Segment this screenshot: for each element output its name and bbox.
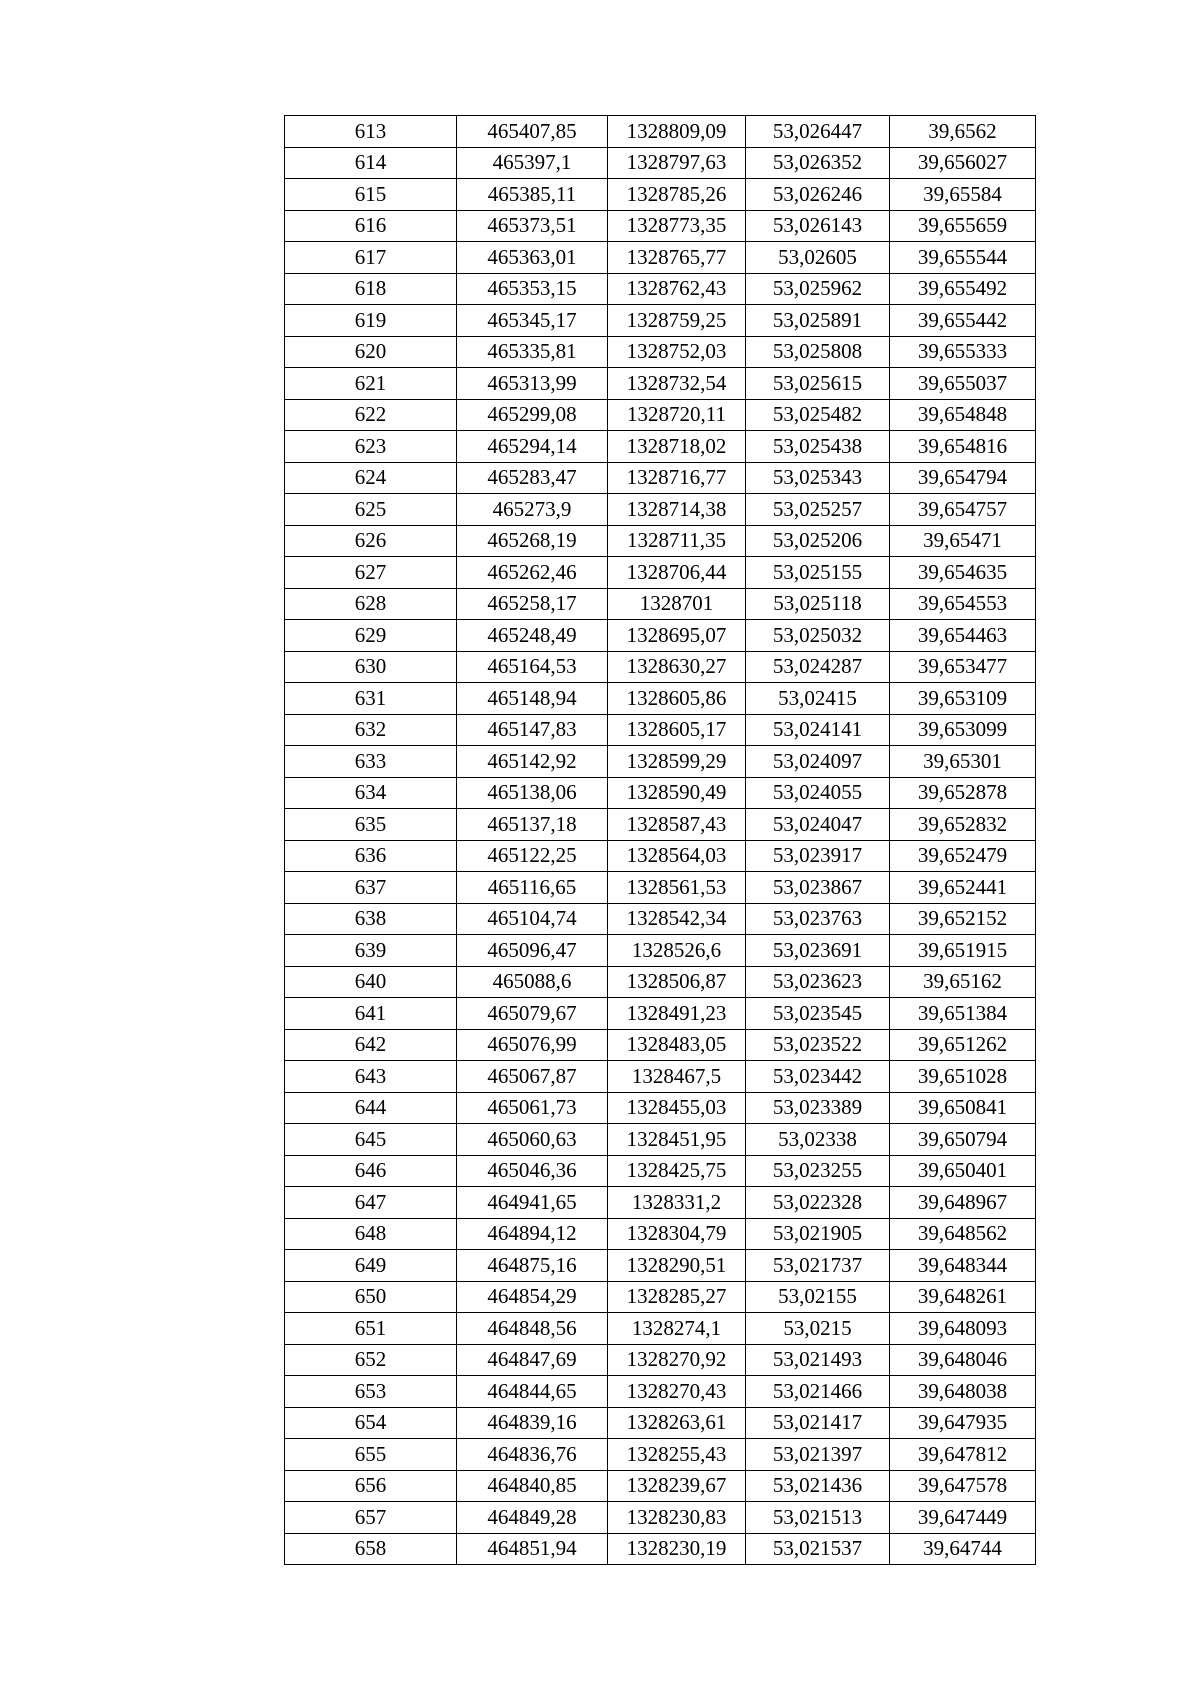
x-coordinate-cell: 465385,11 [457,179,608,211]
table-row [285,494,1036,526]
table-row [285,1281,1036,1313]
table-row [285,746,1036,778]
table-row [285,777,1036,809]
x-coordinate-cell: 464849,28 [457,1502,608,1534]
x-coordinate-cell: 465164,53 [457,651,608,683]
latitude-cell: 53,025155 [746,557,890,589]
table-row [285,242,1036,274]
table-row [285,840,1036,872]
longitude-cell: 39,654794 [890,462,1036,494]
y-coordinate-cell: 1328630,27 [608,651,746,683]
longitude-cell: 39,655037 [890,368,1036,400]
point-number-cell: 644 [285,1092,457,1124]
point-number-cell: 640 [285,966,457,998]
y-coordinate-cell: 1328483,05 [608,1029,746,1061]
point-number-cell: 656 [285,1470,457,1502]
table-row [285,1313,1036,1345]
latitude-cell: 53,021737 [746,1250,890,1282]
table-row [285,651,1036,683]
point-number-cell: 653 [285,1376,457,1408]
table-row [285,525,1036,557]
latitude-cell: 53,023691 [746,935,890,967]
point-number-cell: 638 [285,903,457,935]
latitude-cell: 53,025808 [746,336,890,368]
coordinates-table-body [285,116,1036,1565]
point-number-cell: 614 [285,147,457,179]
latitude-cell: 53,02605 [746,242,890,274]
y-coordinate-cell: 1328587,43 [608,809,746,841]
point-number-cell: 613 [285,116,457,148]
point-number-cell: 630 [285,651,457,683]
x-coordinate-cell: 464851,94 [457,1533,608,1565]
longitude-cell: 39,647935 [890,1407,1036,1439]
table-row [285,1187,1036,1219]
table-row [285,1092,1036,1124]
longitude-cell: 39,655333 [890,336,1036,368]
table-row [285,431,1036,463]
x-coordinate-cell: 465335,81 [457,336,608,368]
longitude-cell: 39,64744 [890,1533,1036,1565]
y-coordinate-cell: 1328714,38 [608,494,746,526]
latitude-cell: 53,021397 [746,1439,890,1471]
table-row [285,462,1036,494]
y-coordinate-cell: 1328564,03 [608,840,746,872]
x-coordinate-cell: 465268,19 [457,525,608,557]
table-row [285,1155,1036,1187]
x-coordinate-cell: 465262,46 [457,557,608,589]
table-row [285,1218,1036,1250]
y-coordinate-cell: 1328239,67 [608,1470,746,1502]
x-coordinate-cell: 465088,6 [457,966,608,998]
longitude-cell: 39,653477 [890,651,1036,683]
latitude-cell: 53,023522 [746,1029,890,1061]
y-coordinate-cell: 1328706,44 [608,557,746,589]
point-number-cell: 623 [285,431,457,463]
latitude-cell: 53,023917 [746,840,890,872]
y-coordinate-cell: 1328230,83 [608,1502,746,1534]
point-number-cell: 621 [285,368,457,400]
point-number-cell: 647 [285,1187,457,1219]
x-coordinate-cell: 465116,65 [457,872,608,904]
latitude-cell: 53,021417 [746,1407,890,1439]
point-number-cell: 654 [285,1407,457,1439]
x-coordinate-cell: 464854,29 [457,1281,608,1313]
table-row [285,1470,1036,1502]
latitude-cell: 53,023255 [746,1155,890,1187]
latitude-cell: 53,025118 [746,588,890,620]
y-coordinate-cell: 1328561,53 [608,872,746,904]
x-coordinate-cell: 465137,18 [457,809,608,841]
table-row [285,1376,1036,1408]
point-number-cell: 635 [285,809,457,841]
x-coordinate-cell: 465096,47 [457,935,608,967]
y-coordinate-cell: 1328304,79 [608,1218,746,1250]
longitude-cell: 39,653099 [890,714,1036,746]
latitude-cell: 53,02415 [746,683,890,715]
table-row [285,998,1036,1030]
table-row [285,683,1036,715]
point-number-cell: 616 [285,210,457,242]
longitude-cell: 39,654757 [890,494,1036,526]
longitude-cell: 39,650794 [890,1124,1036,1156]
table-row [285,1344,1036,1376]
x-coordinate-cell: 465067,87 [457,1061,608,1093]
point-number-cell: 633 [285,746,457,778]
y-coordinate-cell: 1328290,51 [608,1250,746,1282]
point-number-cell: 631 [285,683,457,715]
table-row [285,1250,1036,1282]
longitude-cell: 39,652479 [890,840,1036,872]
latitude-cell: 53,0215 [746,1313,890,1345]
latitude-cell: 53,024055 [746,777,890,809]
table-row [285,336,1036,368]
longitude-cell: 39,654848 [890,399,1036,431]
x-coordinate-cell: 465079,67 [457,998,608,1030]
y-coordinate-cell: 1328797,63 [608,147,746,179]
x-coordinate-cell: 465273,9 [457,494,608,526]
longitude-cell: 39,648562 [890,1218,1036,1250]
y-coordinate-cell: 1328230,19 [608,1533,746,1565]
latitude-cell: 53,023623 [746,966,890,998]
latitude-cell: 53,021493 [746,1344,890,1376]
latitude-cell: 53,025343 [746,462,890,494]
y-coordinate-cell: 1328270,43 [608,1376,746,1408]
table-row [285,273,1036,305]
x-coordinate-cell: 464941,65 [457,1187,608,1219]
longitude-cell: 39,648967 [890,1187,1036,1219]
latitude-cell: 53,02338 [746,1124,890,1156]
latitude-cell: 53,025438 [746,431,890,463]
table-row [285,1533,1036,1565]
y-coordinate-cell: 1328270,92 [608,1344,746,1376]
longitude-cell: 39,651915 [890,935,1036,967]
longitude-cell: 39,648344 [890,1250,1036,1282]
longitude-cell: 39,654816 [890,431,1036,463]
longitude-cell: 39,648038 [890,1376,1036,1408]
table-row [285,1439,1036,1471]
point-number-cell: 651 [285,1313,457,1345]
longitude-cell: 39,6562 [890,116,1036,148]
longitude-cell: 39,648261 [890,1281,1036,1313]
point-number-cell: 627 [285,557,457,589]
latitude-cell: 53,021537 [746,1533,890,1565]
table-row [285,872,1036,904]
latitude-cell: 53,021513 [746,1502,890,1534]
x-coordinate-cell: 464847,69 [457,1344,608,1376]
point-number-cell: 658 [285,1533,457,1565]
y-coordinate-cell: 1328695,07 [608,620,746,652]
longitude-cell: 39,651384 [890,998,1036,1030]
table-row [285,368,1036,400]
longitude-cell: 39,648046 [890,1344,1036,1376]
point-number-cell: 625 [285,494,457,526]
longitude-cell: 39,647812 [890,1439,1036,1471]
y-coordinate-cell: 1328711,35 [608,525,746,557]
y-coordinate-cell: 1328720,11 [608,399,746,431]
point-number-cell: 620 [285,336,457,368]
latitude-cell: 53,02155 [746,1281,890,1313]
longitude-cell: 39,647449 [890,1502,1036,1534]
x-coordinate-cell: 465258,17 [457,588,608,620]
latitude-cell: 53,026352 [746,147,890,179]
point-number-cell: 636 [285,840,457,872]
point-number-cell: 626 [285,525,457,557]
x-coordinate-cell: 465353,15 [457,273,608,305]
point-number-cell: 641 [285,998,457,1030]
point-number-cell: 628 [285,588,457,620]
point-number-cell: 632 [285,714,457,746]
point-number-cell: 624 [285,462,457,494]
y-coordinate-cell: 1328809,09 [608,116,746,148]
point-number-cell: 645 [285,1124,457,1156]
table-row [285,903,1036,935]
y-coordinate-cell: 1328331,2 [608,1187,746,1219]
x-coordinate-cell: 464836,76 [457,1439,608,1471]
x-coordinate-cell: 465248,49 [457,620,608,652]
longitude-cell: 39,655492 [890,273,1036,305]
latitude-cell: 53,023867 [746,872,890,904]
y-coordinate-cell: 1328491,23 [608,998,746,1030]
table-row [285,305,1036,337]
y-coordinate-cell: 1328752,03 [608,336,746,368]
table-row [285,809,1036,841]
x-coordinate-cell: 464840,85 [457,1470,608,1502]
table-row [285,116,1036,148]
point-number-cell: 643 [285,1061,457,1093]
point-number-cell: 646 [285,1155,457,1187]
point-number-cell: 639 [285,935,457,967]
x-coordinate-cell: 465363,01 [457,242,608,274]
y-coordinate-cell: 1328255,43 [608,1439,746,1471]
table-row [285,210,1036,242]
table-row [285,147,1036,179]
longitude-cell: 39,647578 [890,1470,1036,1502]
latitude-cell: 53,023389 [746,1092,890,1124]
x-coordinate-cell: 465148,94 [457,683,608,715]
point-number-cell: 642 [285,1029,457,1061]
longitude-cell: 39,652878 [890,777,1036,809]
x-coordinate-cell: 465294,14 [457,431,608,463]
longitude-cell: 39,654635 [890,557,1036,589]
table-row [285,1029,1036,1061]
latitude-cell: 53,025032 [746,620,890,652]
point-number-cell: 629 [285,620,457,652]
point-number-cell: 650 [285,1281,457,1313]
y-coordinate-cell: 1328451,95 [608,1124,746,1156]
latitude-cell: 53,023763 [746,903,890,935]
point-number-cell: 618 [285,273,457,305]
x-coordinate-cell: 464875,16 [457,1250,608,1282]
longitude-cell: 39,652441 [890,872,1036,904]
latitude-cell: 53,023545 [746,998,890,1030]
latitude-cell: 53,021436 [746,1470,890,1502]
y-coordinate-cell: 1328605,86 [608,683,746,715]
table-row [285,714,1036,746]
latitude-cell: 53,025891 [746,305,890,337]
point-number-cell: 619 [285,305,457,337]
y-coordinate-cell: 1328785,26 [608,179,746,211]
latitude-cell: 53,024097 [746,746,890,778]
table-row [285,588,1036,620]
y-coordinate-cell: 1328773,35 [608,210,746,242]
longitude-cell: 39,65584 [890,179,1036,211]
x-coordinate-cell: 465147,83 [457,714,608,746]
table-row [285,1124,1036,1156]
x-coordinate-cell: 465313,99 [457,368,608,400]
x-coordinate-cell: 465076,99 [457,1029,608,1061]
point-number-cell: 649 [285,1250,457,1282]
longitude-cell: 39,655442 [890,305,1036,337]
longitude-cell: 39,654463 [890,620,1036,652]
latitude-cell: 53,023442 [746,1061,890,1093]
point-number-cell: 652 [285,1344,457,1376]
longitude-cell: 39,651028 [890,1061,1036,1093]
longitude-cell: 39,65162 [890,966,1036,998]
x-coordinate-cell: 464848,56 [457,1313,608,1345]
point-number-cell: 648 [285,1218,457,1250]
latitude-cell: 53,022328 [746,1187,890,1219]
x-coordinate-cell: 465104,74 [457,903,608,935]
table-row [285,399,1036,431]
y-coordinate-cell: 1328701 [608,588,746,620]
latitude-cell: 53,025615 [746,368,890,400]
latitude-cell: 53,025206 [746,525,890,557]
longitude-cell: 39,648093 [890,1313,1036,1345]
y-coordinate-cell: 1328590,49 [608,777,746,809]
longitude-cell: 39,652832 [890,809,1036,841]
x-coordinate-cell: 465060,63 [457,1124,608,1156]
longitude-cell: 39,654553 [890,588,1036,620]
point-number-cell: 615 [285,179,457,211]
table-row [285,1407,1036,1439]
latitude-cell: 53,026143 [746,210,890,242]
x-coordinate-cell: 465061,73 [457,1092,608,1124]
longitude-cell: 39,65471 [890,525,1036,557]
x-coordinate-cell: 465283,47 [457,462,608,494]
x-coordinate-cell: 464839,16 [457,1407,608,1439]
y-coordinate-cell: 1328542,34 [608,903,746,935]
x-coordinate-cell: 465299,08 [457,399,608,431]
y-coordinate-cell: 1328526,6 [608,935,746,967]
x-coordinate-cell: 465142,92 [457,746,608,778]
table-row [285,935,1036,967]
table-row [285,1061,1036,1093]
longitude-cell: 39,651262 [890,1029,1036,1061]
y-coordinate-cell: 1328718,02 [608,431,746,463]
table-row [285,179,1036,211]
x-coordinate-cell: 465046,36 [457,1155,608,1187]
y-coordinate-cell: 1328425,75 [608,1155,746,1187]
point-number-cell: 657 [285,1502,457,1534]
latitude-cell: 53,025962 [746,273,890,305]
latitude-cell: 53,024047 [746,809,890,841]
x-coordinate-cell: 465345,17 [457,305,608,337]
latitude-cell: 53,024141 [746,714,890,746]
point-number-cell: 634 [285,777,457,809]
x-coordinate-cell: 465407,85 [457,116,608,148]
y-coordinate-cell: 1328455,03 [608,1092,746,1124]
longitude-cell: 39,65301 [890,746,1036,778]
point-number-cell: 617 [285,242,457,274]
point-number-cell: 655 [285,1439,457,1471]
latitude-cell: 53,025257 [746,494,890,526]
y-coordinate-cell: 1328732,54 [608,368,746,400]
y-coordinate-cell: 1328599,29 [608,746,746,778]
y-coordinate-cell: 1328263,61 [608,1407,746,1439]
y-coordinate-cell: 1328762,43 [608,273,746,305]
latitude-cell: 53,026246 [746,179,890,211]
table-row [285,620,1036,652]
table-row [285,1502,1036,1534]
y-coordinate-cell: 1328274,1 [608,1313,746,1345]
coordinates-table [284,115,1036,1565]
latitude-cell: 53,025482 [746,399,890,431]
y-coordinate-cell: 1328759,25 [608,305,746,337]
table-row [285,557,1036,589]
y-coordinate-cell: 1328506,87 [608,966,746,998]
x-coordinate-cell: 464894,12 [457,1218,608,1250]
latitude-cell: 53,026447 [746,116,890,148]
x-coordinate-cell: 465373,51 [457,210,608,242]
point-number-cell: 637 [285,872,457,904]
x-coordinate-cell: 464844,65 [457,1376,608,1408]
point-number-cell: 622 [285,399,457,431]
latitude-cell: 53,024287 [746,651,890,683]
longitude-cell: 39,650841 [890,1092,1036,1124]
longitude-cell: 39,655659 [890,210,1036,242]
table-row [285,966,1036,998]
y-coordinate-cell: 1328765,77 [608,242,746,274]
latitude-cell: 53,021466 [746,1376,890,1408]
y-coordinate-cell: 1328605,17 [608,714,746,746]
longitude-cell: 39,650401 [890,1155,1036,1187]
y-coordinate-cell: 1328467,5 [608,1061,746,1093]
x-coordinate-cell: 465122,25 [457,840,608,872]
y-coordinate-cell: 1328285,27 [608,1281,746,1313]
latitude-cell: 53,021905 [746,1218,890,1250]
x-coordinate-cell: 465138,06 [457,777,608,809]
longitude-cell: 39,653109 [890,683,1036,715]
longitude-cell: 39,655544 [890,242,1036,274]
x-coordinate-cell: 465397,1 [457,147,608,179]
y-coordinate-cell: 1328716,77 [608,462,746,494]
longitude-cell: 39,652152 [890,903,1036,935]
longitude-cell: 39,656027 [890,147,1036,179]
